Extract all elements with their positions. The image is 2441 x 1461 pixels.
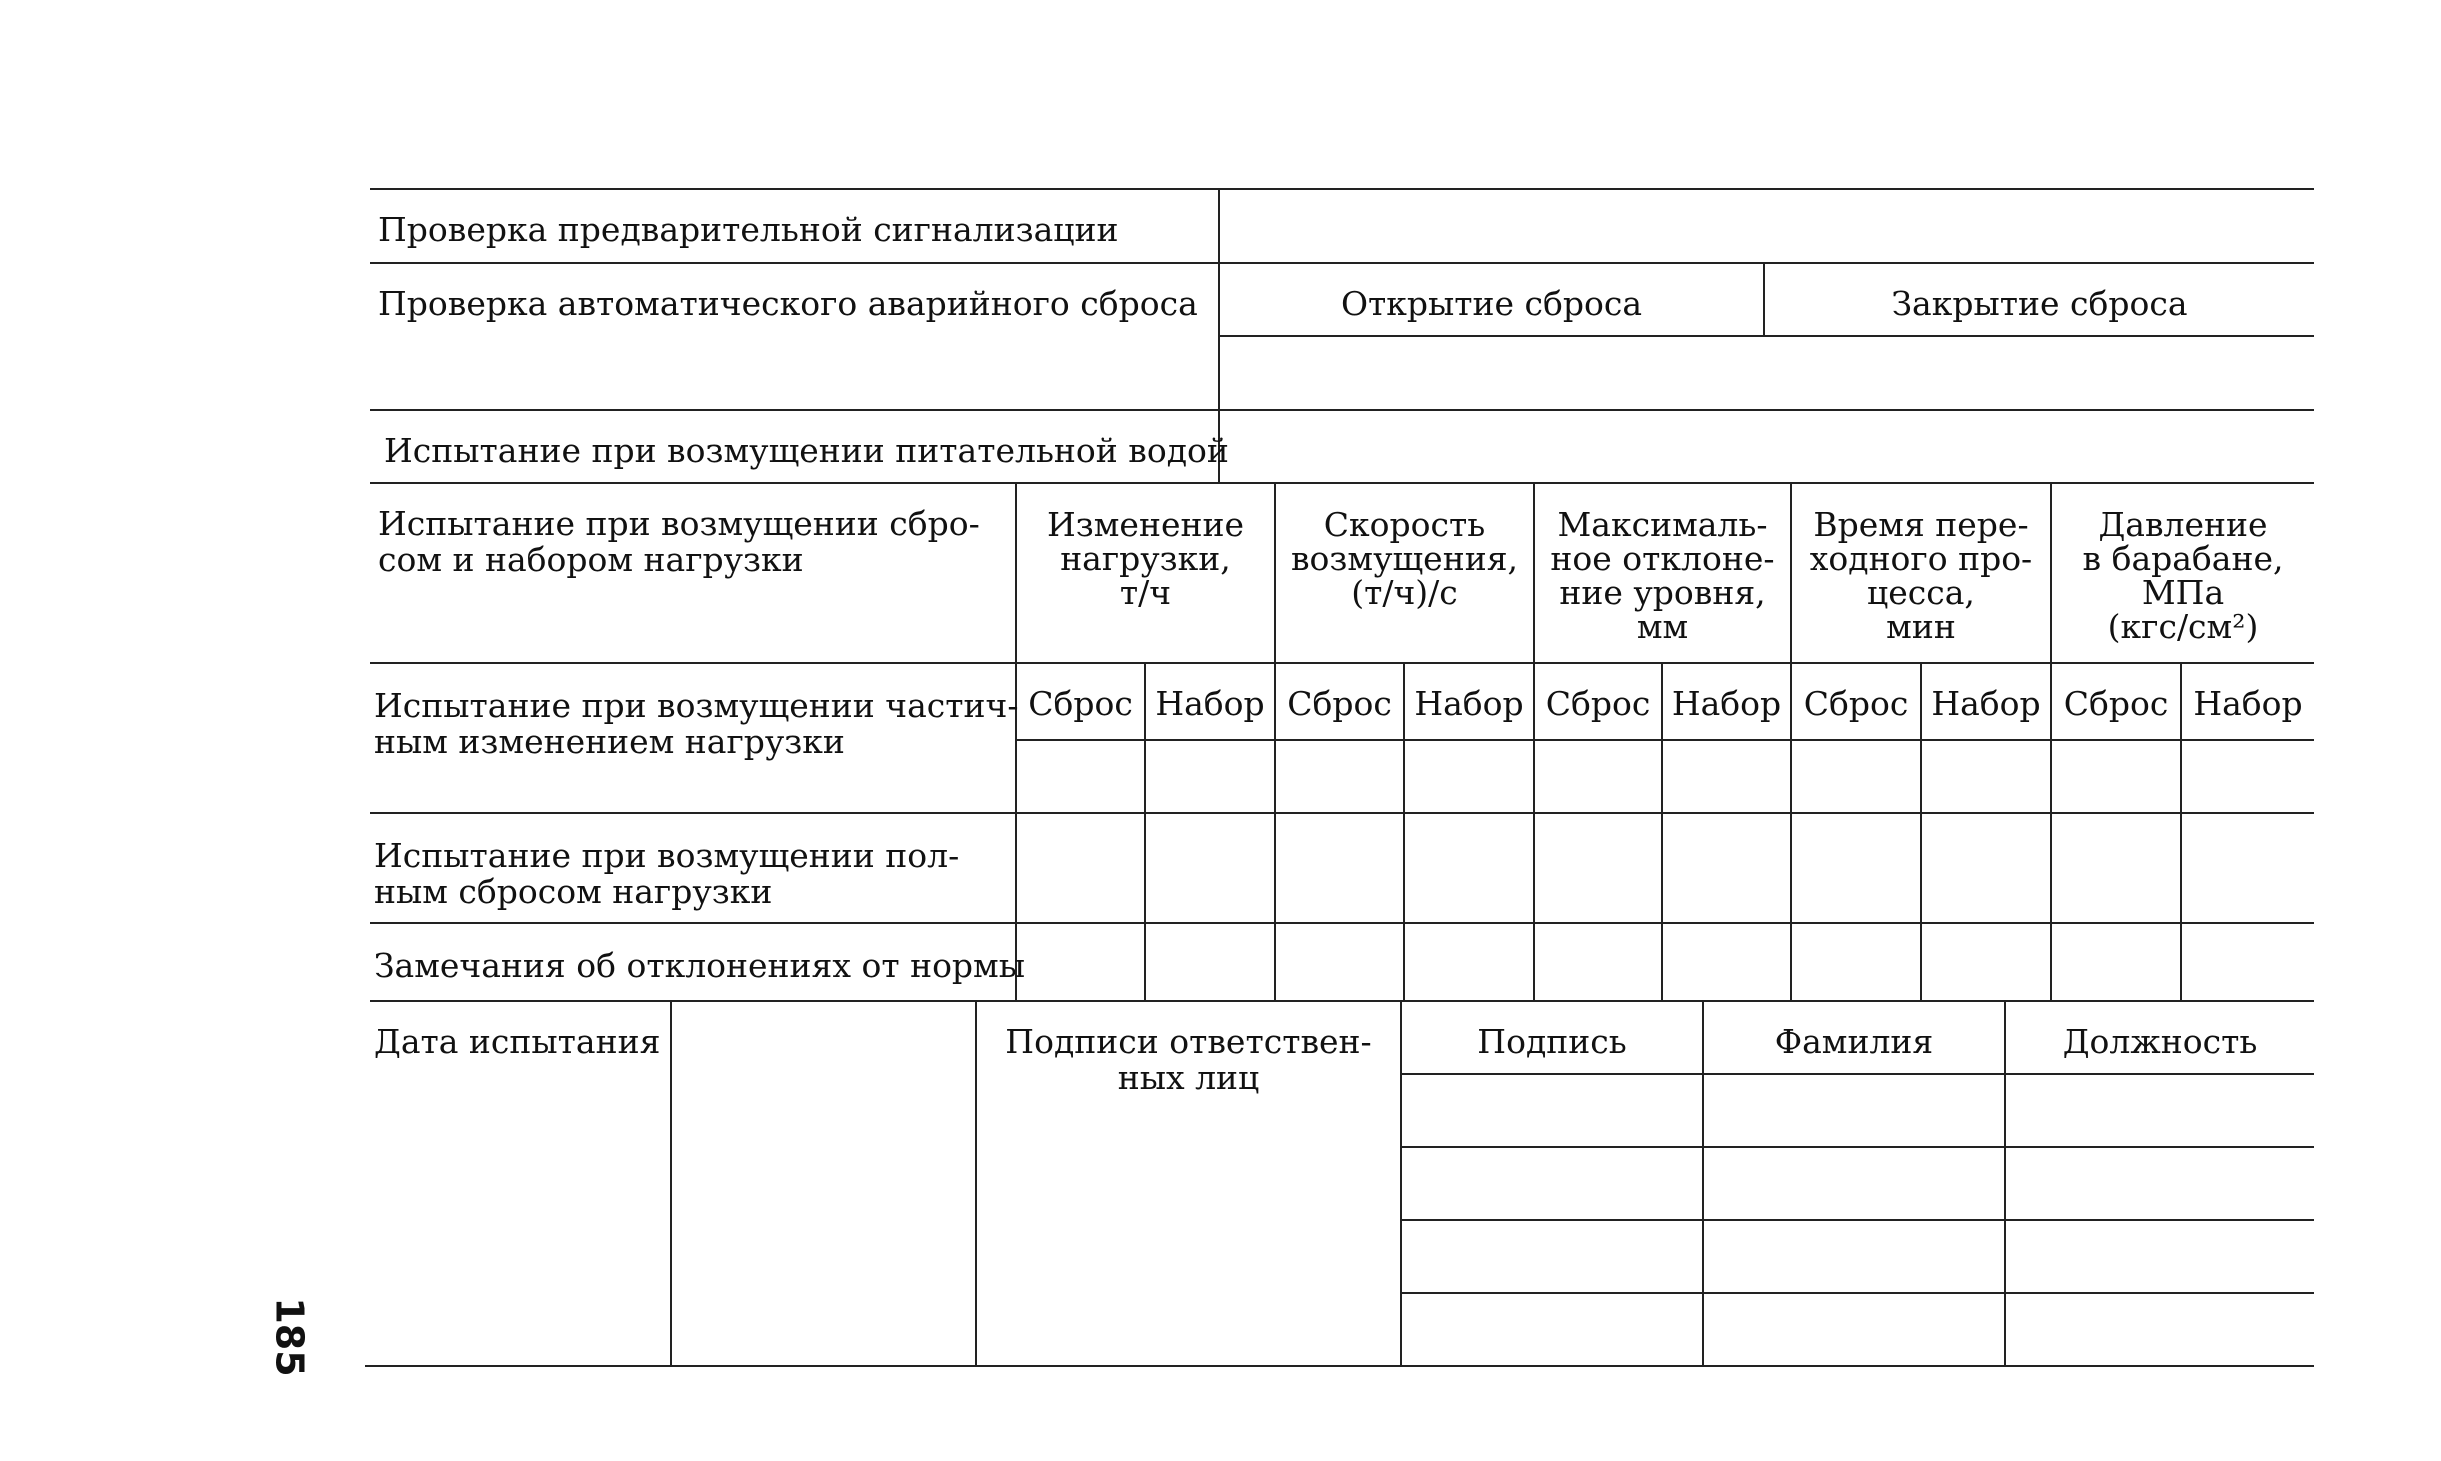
- rule: [1015, 739, 2314, 741]
- column-header-drum-pressure: Давление в барабане, МПа (кгс/см²): [2082, 505, 2284, 646]
- subheader-gain: Набор: [1155, 684, 1265, 723]
- subheader-gain: Набор: [2193, 684, 2303, 723]
- rule: [370, 922, 2314, 924]
- rule: [370, 409, 2314, 411]
- row-label-load-dump: Испытание при возмущении сбро- сом и набором нагрузки: [378, 504, 980, 579]
- subheader-gain: Набор: [1931, 684, 2041, 723]
- rule: [370, 662, 2314, 664]
- rule: [1400, 1146, 2314, 1148]
- signature-header: Подпись: [1477, 1022, 1627, 1061]
- dump-open-header: Открытие сброса: [1340, 284, 1643, 323]
- rule: [1219, 335, 2314, 337]
- rule: [370, 188, 2314, 190]
- column-header-max-deviation: Максималь- ное отклоне- ние уровня, мм: [1550, 505, 1775, 646]
- rule: [670, 1000, 672, 1367]
- rule: [1400, 1292, 2314, 1294]
- row-label-full: Испытание при возмущении пол- ным сбросом нагрузки: [374, 836, 960, 911]
- subheader-dump: Сброс: [1803, 684, 1909, 723]
- rule: [365, 1365, 2314, 1367]
- surname-header: Фамилия: [1774, 1022, 1934, 1061]
- subheader-dump: Сброс: [1287, 684, 1392, 723]
- row-label-feedwater: Испытание при возмущении питательной водой: [384, 431, 1229, 470]
- page-number: 185: [267, 1297, 312, 1377]
- rule: [370, 262, 2314, 264]
- row-label-auto-dump: Проверка автоматического аварийного сброса: [378, 284, 1198, 323]
- column-header-transient-time: Время пере- ходного про- цесса, мин: [1809, 505, 2033, 646]
- subheader-dump: Сброс: [2063, 684, 2169, 723]
- test-date-label: Дата испытания: [374, 1022, 661, 1061]
- column-header-disturbance-rate: Скорость возмущения, (т/ч)/с: [1290, 505, 1519, 612]
- subheader-dump: Сброс: [1545, 684, 1651, 723]
- column-header-load-change: Изменение нагрузки, т/ч: [1046, 505, 1245, 612]
- rule: [370, 1000, 2314, 1002]
- position-header: Должность: [2062, 1022, 2258, 1061]
- row-label-pre-signal: Проверка предварительной сигнализации: [378, 210, 1119, 249]
- dump-close-header: Закрытие сброса: [1891, 284, 2188, 323]
- signatures-label: Подписи ответствен- ных лиц: [1005, 1022, 1372, 1097]
- subheader-gain: Набор: [1414, 684, 1524, 723]
- rule: [370, 812, 2314, 814]
- rule: [1400, 1073, 2314, 1075]
- row-label-partial: Испытание при возмущении частич- ным изменением нагрузки: [374, 686, 1019, 761]
- rule: [370, 482, 2314, 484]
- subheader-dump: Сброс: [1028, 684, 1133, 723]
- rule: [1400, 1219, 2314, 1221]
- row-label-remarks: Замечания об отклонениях от нормы: [374, 946, 1025, 985]
- subheader-gain: Набор: [1671, 684, 1782, 723]
